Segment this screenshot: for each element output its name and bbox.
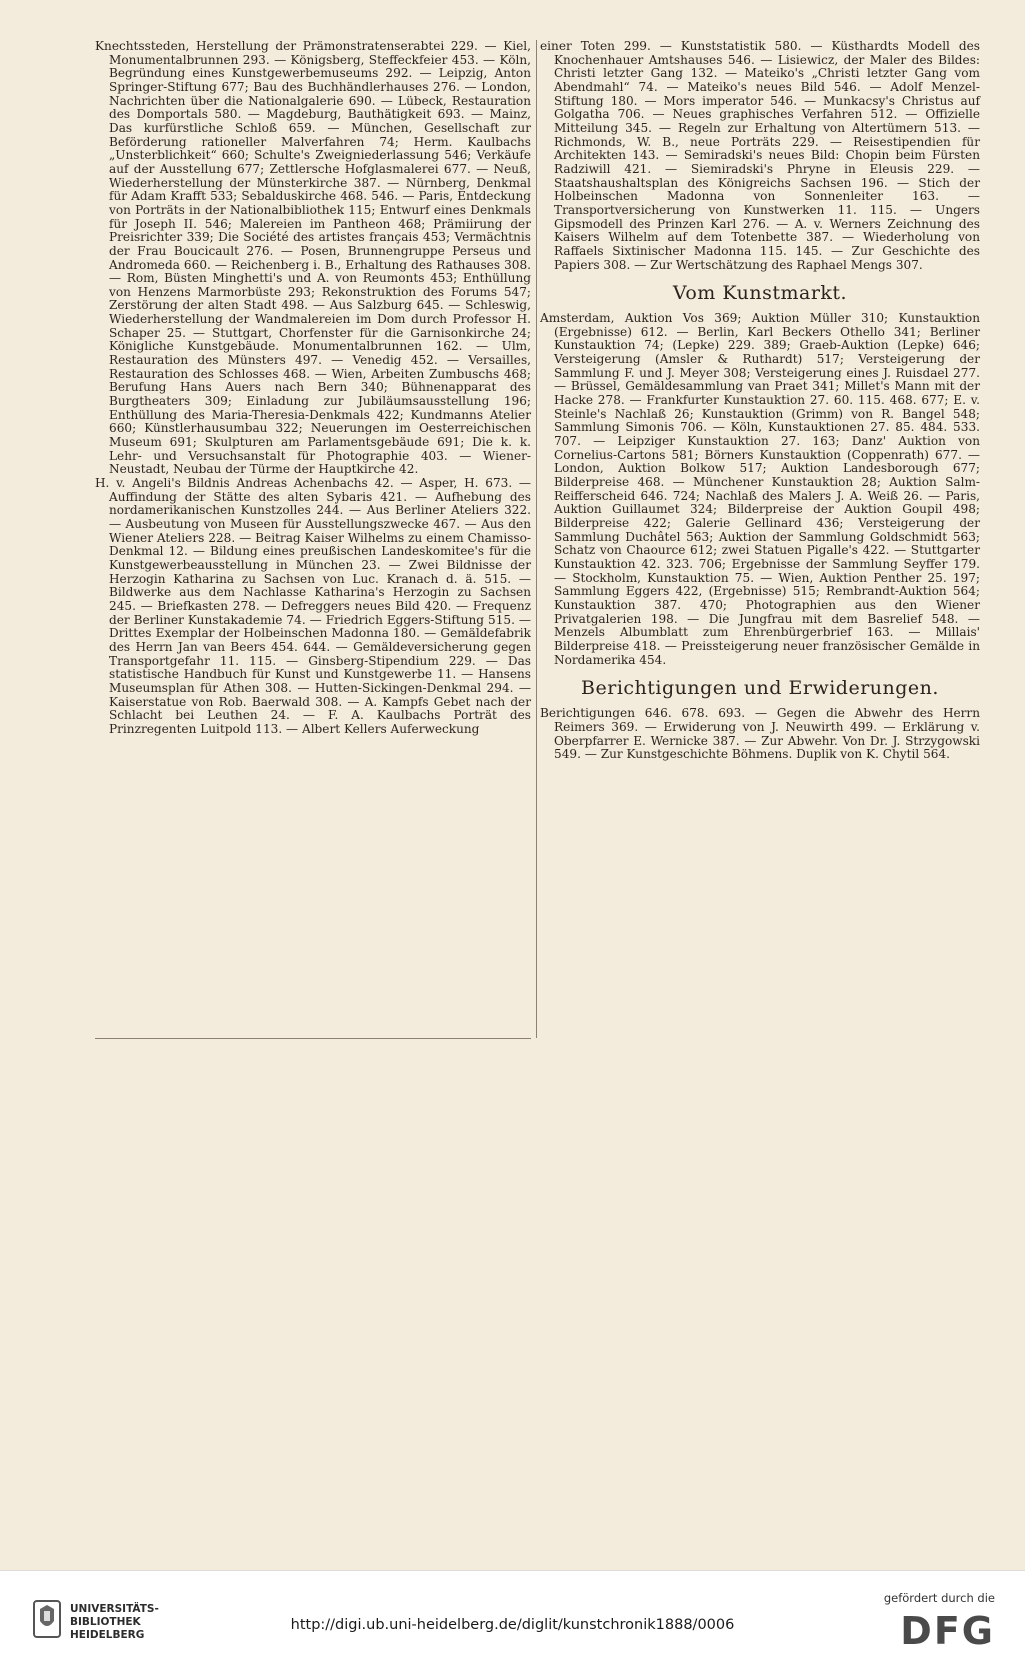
left-column	[95, 40, 531, 736]
column-end-rule	[95, 1038, 531, 1039]
index-entries-misc: H. v. Angeli's Bildnis Andreas Achenbachs 42. — Asper, H. 673. — Auffindung der Stätte des alten Sybaris 421. — Aufhebung des nordamerikanischen Kunstzolles 244. — Aus Berliner Ateliers 322. — Ausbeutung von Museen für Ausstellungszwecke 467. — Aus den Wiener Ateliers 228. — Beitrag Kaiser Wilhelms zu einem Chamisso-Denkmal 12. — Bildung eines preußischen Landeskomitee's für die Kunstgewerbeausstellung in München 23. — Zwei Bildnisse der Herzogin Katharina zu Sachsen von Luc. Kranach d. ä. 515. — Bildwerke aus dem Nachlasse Katharina's Herzogin zu Sachsen 245. — Briefkasten 278. — Defreggers neues Bild 420. — Frequenz der Berliner Kunstakademie 74. — Friedrich Eggers-Stiftung 515. — Drittes Exemplar der Holbeinschen Madonna 180. — Gemäldefabrik des Herrn Jan van Beers 454. 644. — Gemäldeversicherung gegen Transportgefahr 11. 115. — Ginsberg-Stipendium 229. — Das statistische Handbuch für Kunst und Kunstgewerbe 11. — Hansens Museumsplan für Athen 308. — Hutten-Sickingen-Denkmal 294. — Kaiserstatue von Rob. Baerwald 308. — A. Kampfs Gebet nach der Schlacht bei Leuthen 24. — F. A. Kaulbachs Porträt des Prinzregenten Luitpold 113. — Albert Kellers Auferweckung	[95, 476, 531, 736]
right-column	[540, 40, 980, 762]
institution-line: HEIDELBERG	[70, 1629, 145, 1641]
index-entries-continued: einer Toten 299. — Kunststatistik 580. — Küsthardts Modell des Knochenhauer Amtshauses 546. — Lisiewicz, der Maler des Bildes: Christi letzter Gang 132. — Mateiko's „Christi letzter Gang vom Abendmahl“ 74. — Mateiko's neues Bild 546. — Adolf Menzel-Stiftung 180. — Mors imperator 546. — Munkacsy's Christus auf Golgatha 706. — Neues graphisches Verfahren 512. — Offizielle Mitteilung 345. — Regeln zur Erhaltung von Altertümern 513. — Richmonds, W. B., neue Porträts 229. — Reisestipendien für Architekten 143. — Semiradski's neues Bild: Chopin beim Fürsten Radziwill 421. — Siemiradski's Phryne in Eleusis 229. — Staatshaushaltsplan des Königreichs Sachsen 196. — Stich der Holbeinschen Madonna von Sonnenleiter 163. — Transportversicherung von Kunstwerken 11. 115. — Ungers Gipsmodell des Prinzen Karl 276. — A. v. Werners Zeichnung des Kaisers Wilhelm auf dem Totenbette 387. — Wiederholung von Raffaels Sixtinischer Madonna 115. 145. — Zur Geschichte des Papiers 308. — Zur Wertschätzung des Raphael Mengs 307.	[540, 39, 980, 272]
heading-berichtigungen: Berichtigungen und Erwiderungen.	[581, 677, 939, 700]
permalink-url[interactable]: http://digi.ub.uni-heidelberg.de/diglit/kunstchronik1888/0006	[290, 1617, 735, 1633]
dfg-logo[interactable]: DFG	[900, 1609, 995, 1653]
institution-line: BIBLIOTHEK	[70, 1616, 141, 1628]
index-entries-places: Knechtssteden, Herstellung der Prämonstratenserabtei 229. — Kiel, Monumentalbrunnen 293. — Königsberg, Steffeckfeier 453. — Köln, Begründung eines Kunstgewerbemuseums 292. — Leipzig, Anton Springer-Stiftung 677; Bau des Buchhändlerhauses 276. — London, Nachrichten über die Nationalgalerie 690. — Lübeck, Restauration des Domportals 580. — Magdeburg, Bauthätigkeit 693. — Mainz, Das kurfürstliche Schloß 659. — München, Gesellschaft zur Beförderung rationeller Malverfahren 74; Herm. Kaulbachs „Unsterblichkeit“ 660; Schulte's Zweigniederlassung 546; Verkäufe auf der Ausstellung 677; Zettlersche Hofglasmalerei 677. — Neuß, Wiederherstellung der Münsterkirche 387. — Nürnberg, Denkmal für Adam Krafft 533; Sebalduskirche 468. 546. — Paris, Entdeckung von Porträts in der Nationalbibliothek 115; Entwurf eines Denkmals für Joseph II. 546; Malereien im Pantheon 468; Prämiirung der Preisrichter 339; Die Société des artistes français 453; Vermächtnis der Frau Boucicault 276. — Posen, Brunnengruppe Perseus und Andromeda 660. — Reichenberg i. B., Erhaltung des Rathauses 308. — Rom, Büsten Minghetti's und A. von Reumonts 453; Enthüllung von Henzens Marmorbüste 293; Rekonstruktion des Forums 547; Zerstörung der alten Stadt 498. — Aus Salzburg 645. — Schleswig, Wiederherstellung der Wandmalereien im Dom durch Professor H. Schaper 25. — Stuttgart, Chorfenster für die Garnisonkirche 24; Königliche Kunstgebäude. Monumentalbrunnen 162. — Ulm, Restauration des Münsters 497. — Venedig 452. — Versailles, Restauration des Schlosses 468. — Wien, Arbeiten Zumbuschs 468; Berufung Hans Auers nach Bern 340; Bühnenapparat des Burgtheaters 309; Einladung zur Jubiläumsausstellung 196; Enthüllung des Maria-Theresia-Denkmals 422; Kundmanns Atelier 660; Künstlerhausumbau 322; Neuerungen im Oesterreichischen Museum 691; Skulpturen am Parlamentsgebäude 691; Die k. k. Lehr- und Versuchsanstalt für Photographie 403. — Wiener-Neustadt, Neubau der Türme der Hauptkirche 42.	[95, 39, 531, 477]
index-entries-berichtigungen: Berichtigungen 646. 678. 693. — Gegen die Abwehr des Herrn Reimers 369. — Erwiderung von J. Neuwirth 499. — Erklärung v. Oberpfarrer E. Wernicke 387. — Zur Abwehr. Von Dr. J. Strzygowski 549. — Zur Kunstgeschichte Böhmens. Duplik von K. Chytil 564.	[540, 706, 980, 762]
column-divider	[536, 40, 537, 1038]
index-entries-kunstmarkt: Amsterdam, Auktion Vos 369; Auktion Müller 310; Kunstauktion (Ergebnisse) 612. — Berlin, Karl Beckers Othello 341; Berliner Kunstauktion 74; (Lepke) 229. 389; Graeb-Auktion (Lepke) 646; Versteigerung (Amsler & Ruthardt) 517; Versteigerung der Sammlung F. und J. Meyer 308; Versteigerung eines J. Ruisdael 277. — Brüssel, Gemäldesammlung van Praet 341; Millet's Mann mit der Hacke 278. — Frankfurter Kunstauktion 27. 60. 115. 468. 677; E. v. Steinle's Nachlaß 26; Kunstauktion (Grimm) von R. Bangel 548; Sammlung Simonis 706. — Köln, Kunstauktionen 27. 85. 484. 533. 707. — Leipziger Kunstauktion 27. 163; Danz' Auktion von Cornelius-Cartons 581; Börners Kunstauktion (Coppenrath) 677. — London, Auktion Bolkow 517; Auktion Landesborough 677; Bilderpreise 468. — Münchener Kunstauktion 28; Auktion Salm-Reifferscheid 646. 724; Nachlaß des Malers J. A. Weiß 26. — Paris, Auktion Guillaumet 324; Bilderpreise der Auktion Goupil 498; Bilderpreise 422; Galerie Gellinard 436; Versteigerung der Sammlung Duchâtel 563; Auktion der Sammlung Goldschmidt 563; Schatz von Chaource 612; zwei Statuen Pigalle's 422. — Stuttgarter Kunstauktion 42. 323. 706; Ergebnisse der Sammlung Seyffer 179. — Stockholm, Kunstauktion 75. — Wien, Auktion Penther 25. 197; Sammlung Eggers 422, (Ergebnisse) 515; Rembrandt-Auktion 564; Kunstauktion 387. 470; Photographien aus den Wiener Privatgalerien 198. — Die Jungfrau mit dem Basrelief 548. — Menzels Albumblatt zum Ehrenbürgerbrief 163. — Millais' Bilderpreise 418. — Preissteigerung neuer französischer Gemälde in Nordamerika 454.	[540, 311, 980, 667]
funding-label: gefördert durch die	[883, 1591, 995, 1605]
heading-kunstmarkt: Vom Kunstmarkt.	[672, 282, 848, 305]
institution-line: UNIVERSITÄTS-	[70, 1603, 159, 1615]
viewer-footer	[0, 1570, 1025, 1669]
